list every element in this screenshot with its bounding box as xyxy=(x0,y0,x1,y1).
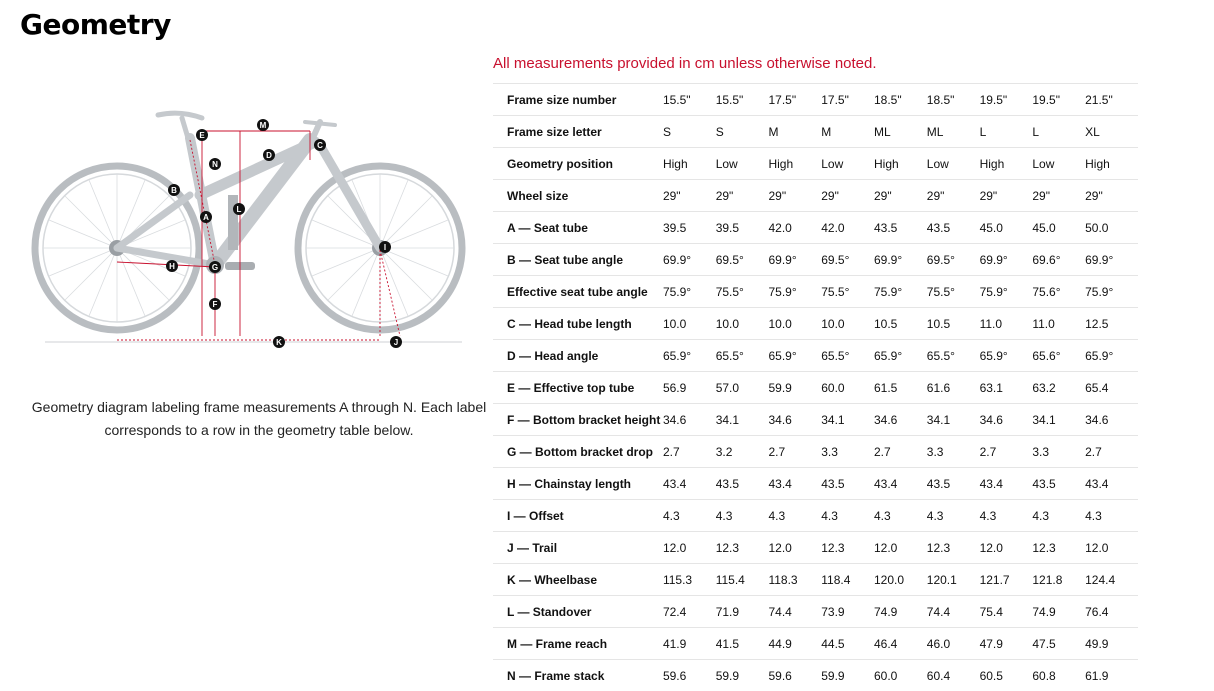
table-cell: 3.3 xyxy=(821,436,874,468)
row-label: Frame size number xyxy=(493,84,663,116)
table-cell: 29" xyxy=(1032,180,1085,212)
table-cell: 10.0 xyxy=(768,308,821,340)
table-cell: 115.4 xyxy=(716,564,769,596)
table-row xyxy=(493,660,1138,691)
svg-text:L: L xyxy=(237,205,242,214)
table-cell: 65.9° xyxy=(1085,340,1138,372)
row-label: Effective seat tube angle xyxy=(493,276,663,308)
table-cell: 4.3 xyxy=(927,500,980,532)
row-label: J — Trail xyxy=(493,532,663,564)
table-cell: 17.5" xyxy=(821,84,874,116)
table-cell: 18.5" xyxy=(874,84,927,116)
table-cell: 43.5 xyxy=(874,212,927,244)
table-cell: 10.0 xyxy=(821,308,874,340)
table-cell: 65.4 xyxy=(1085,372,1138,404)
table-cell: 19.5" xyxy=(980,84,1033,116)
table-cell: 56.9 xyxy=(663,372,716,404)
table-cell: 29" xyxy=(716,180,769,212)
table-cell: 43.5 xyxy=(821,468,874,500)
table-cell: 17.5" xyxy=(768,84,821,116)
table-row xyxy=(493,212,1138,244)
table-cell: 61.9 xyxy=(1085,660,1138,691)
table-cell: 34.6 xyxy=(980,404,1033,436)
measurement-note: All measurements provided in cm unless otherwise noted. xyxy=(493,55,877,72)
table-cell: 65.5° xyxy=(927,340,980,372)
table-cell: 39.5 xyxy=(663,212,716,244)
table-cell: Low xyxy=(927,148,980,180)
row-label: C — Head tube length xyxy=(493,308,663,340)
table-cell: Low xyxy=(821,148,874,180)
row-label: E — Effective top tube xyxy=(493,372,663,404)
row-label: H — Chainstay length xyxy=(493,468,663,500)
table-cell: ML xyxy=(927,116,980,148)
table-cell: 75.5° xyxy=(821,276,874,308)
table-cell: 39.5 xyxy=(716,212,769,244)
table-cell: 12.0 xyxy=(1085,532,1138,564)
table-cell: 124.4 xyxy=(1085,564,1138,596)
table-cell: 75.5° xyxy=(716,276,769,308)
table-cell: 47.9 xyxy=(980,628,1033,660)
table-cell: 2.7 xyxy=(768,436,821,468)
marker-b-icon xyxy=(168,184,180,196)
table-cell: 10.5 xyxy=(874,308,927,340)
table-row xyxy=(493,340,1138,372)
table-cell: 75.5° xyxy=(927,276,980,308)
table-row xyxy=(493,596,1138,628)
table-cell: 4.3 xyxy=(768,500,821,532)
table-cell: 4.3 xyxy=(874,500,927,532)
bike-geometry-diagram xyxy=(30,100,470,360)
table-cell: 29" xyxy=(980,180,1033,212)
table-cell: 60.8 xyxy=(1032,660,1085,691)
table-row xyxy=(493,500,1138,532)
svg-text:B: B xyxy=(171,186,177,195)
table-cell: 69.9° xyxy=(768,244,821,276)
table-cell: 34.1 xyxy=(716,404,769,436)
table-cell: 12.3 xyxy=(1032,532,1085,564)
table-cell: 72.4 xyxy=(663,596,716,628)
table-row xyxy=(493,148,1138,180)
table-cell: 34.1 xyxy=(821,404,874,436)
table-cell: 50.0 xyxy=(1085,212,1138,244)
table-cell: 34.6 xyxy=(1085,404,1138,436)
table-cell: 43.4 xyxy=(663,468,716,500)
table-cell: 46.0 xyxy=(927,628,980,660)
table-cell: 11.0 xyxy=(980,308,1033,340)
table-cell: 43.4 xyxy=(980,468,1033,500)
marker-n-icon xyxy=(209,158,221,170)
table-cell: 10.0 xyxy=(663,308,716,340)
marker-g-icon xyxy=(209,261,221,273)
table-cell: 4.3 xyxy=(980,500,1033,532)
table-cell: 43.5 xyxy=(1032,468,1085,500)
diagram-caption: Geometry diagram labeling frame measurements A through N. Each label corresponds to a row in the geometry table below. xyxy=(30,396,488,442)
table-cell: ML xyxy=(874,116,927,148)
table-cell: M xyxy=(821,116,874,148)
table-cell: 47.5 xyxy=(1032,628,1085,660)
table-cell: 11.0 xyxy=(1032,308,1085,340)
table-cell: 21.5" xyxy=(1085,84,1138,116)
table-cell: 29" xyxy=(663,180,716,212)
table-cell: 75.9° xyxy=(768,276,821,308)
table-cell: 29" xyxy=(874,180,927,212)
table-cell: 69.9° xyxy=(1085,244,1138,276)
table-cell: 34.6 xyxy=(874,404,927,436)
table-cell: 59.9 xyxy=(821,660,874,691)
table-cell: 75.9° xyxy=(874,276,927,308)
svg-text:I: I xyxy=(384,243,386,252)
row-label: G — Bottom bracket drop xyxy=(493,436,663,468)
table-cell: 3.2 xyxy=(716,436,769,468)
geometry-table xyxy=(493,83,1138,691)
table-cell: High xyxy=(768,148,821,180)
table-cell: High xyxy=(663,148,716,180)
table-cell: 115.3 xyxy=(663,564,716,596)
table-cell: 65.5° xyxy=(821,340,874,372)
table-cell: 4.3 xyxy=(821,500,874,532)
table-cell: 2.7 xyxy=(663,436,716,468)
marker-e-icon xyxy=(196,129,208,141)
row-label: A — Seat tube xyxy=(493,212,663,244)
table-cell: 3.3 xyxy=(927,436,980,468)
table-cell: M xyxy=(768,116,821,148)
table-cell: Low xyxy=(1032,148,1085,180)
table-cell: 43.5 xyxy=(927,468,980,500)
table-cell: 19.5" xyxy=(1032,84,1085,116)
svg-text:G: G xyxy=(212,263,218,272)
marker-i-icon xyxy=(379,241,391,253)
table-cell: High xyxy=(1085,148,1138,180)
table-cell: 41.9 xyxy=(663,628,716,660)
svg-text:K: K xyxy=(276,338,282,347)
table-cell: 29" xyxy=(927,180,980,212)
marker-m-icon xyxy=(257,119,269,131)
table-row xyxy=(493,116,1138,148)
table-row xyxy=(493,532,1138,564)
svg-text:E: E xyxy=(199,131,205,140)
row-label: K — Wheelbase xyxy=(493,564,663,596)
table-cell: 63.1 xyxy=(980,372,1033,404)
table-cell: 60.5 xyxy=(980,660,1033,691)
table-cell: 15.5" xyxy=(716,84,769,116)
table-cell: 12.3 xyxy=(716,532,769,564)
table-cell: 60.0 xyxy=(821,372,874,404)
svg-text:N: N xyxy=(212,160,218,169)
table-cell: High xyxy=(874,148,927,180)
row-label: D — Head angle xyxy=(493,340,663,372)
table-cell: 65.9° xyxy=(663,340,716,372)
bike-frame xyxy=(117,113,380,274)
table-row xyxy=(493,404,1138,436)
table-cell: 69.5° xyxy=(927,244,980,276)
table-cell: 60.4 xyxy=(927,660,980,691)
table-cell: 2.7 xyxy=(874,436,927,468)
table-cell: 44.5 xyxy=(821,628,874,660)
marker-h-icon xyxy=(166,260,178,272)
table-cell: 45.0 xyxy=(1032,212,1085,244)
table-cell: 76.4 xyxy=(1085,596,1138,628)
table-cell: 75.9° xyxy=(663,276,716,308)
table-cell: 75.9° xyxy=(1085,276,1138,308)
table-cell: 65.9° xyxy=(980,340,1033,372)
table-cell: High xyxy=(980,148,1033,180)
svg-text:J: J xyxy=(394,338,398,347)
table-cell: 41.5 xyxy=(716,628,769,660)
table-cell: 65.6° xyxy=(1032,340,1085,372)
table-cell: 75.4 xyxy=(980,596,1033,628)
svg-text:A: A xyxy=(203,213,209,222)
table-cell: 61.6 xyxy=(927,372,980,404)
row-label: Frame size letter xyxy=(493,116,663,148)
table-cell: L xyxy=(1032,116,1085,148)
table-cell: 74.9 xyxy=(874,596,927,628)
table-cell: 65.9° xyxy=(768,340,821,372)
table-cell: 59.6 xyxy=(768,660,821,691)
marker-f-icon xyxy=(209,298,221,310)
table-cell: XL xyxy=(1085,116,1138,148)
table-cell: 42.0 xyxy=(821,212,874,244)
table-cell: 4.3 xyxy=(1032,500,1085,532)
table-cell: 12.3 xyxy=(927,532,980,564)
table-cell: 60.0 xyxy=(874,660,927,691)
table-cell: 118.3 xyxy=(768,564,821,596)
table-cell: 44.9 xyxy=(768,628,821,660)
table-cell: 34.1 xyxy=(1032,404,1085,436)
table-cell: 74.4 xyxy=(927,596,980,628)
row-label: Geometry position xyxy=(493,148,663,180)
table-cell: 12.0 xyxy=(768,532,821,564)
table-row xyxy=(493,564,1138,596)
table-cell: 15.5" xyxy=(663,84,716,116)
row-label: L — Standover xyxy=(493,596,663,628)
table-cell: 18.5" xyxy=(927,84,980,116)
table-cell: 29" xyxy=(768,180,821,212)
table-cell: 69.9° xyxy=(663,244,716,276)
table-cell: 2.7 xyxy=(980,436,1033,468)
table-cell: 69.5° xyxy=(821,244,874,276)
table-cell: L xyxy=(980,116,1033,148)
table-cell: 12.5 xyxy=(1085,308,1138,340)
table-cell: 120.1 xyxy=(927,564,980,596)
table-cell: 12.0 xyxy=(663,532,716,564)
table-row xyxy=(493,372,1138,404)
table-cell: 121.8 xyxy=(1032,564,1085,596)
table-cell: 43.5 xyxy=(927,212,980,244)
marker-c-icon xyxy=(314,139,326,151)
table-cell: 29" xyxy=(1085,180,1138,212)
table-cell: 69.6° xyxy=(1032,244,1085,276)
svg-text:H: H xyxy=(169,262,175,271)
table-cell: 45.0 xyxy=(980,212,1033,244)
table-cell: 49.9 xyxy=(1085,628,1138,660)
row-label: Wheel size xyxy=(493,180,663,212)
table-cell: 34.6 xyxy=(663,404,716,436)
table-cell: 69.9° xyxy=(980,244,1033,276)
table-cell: 34.1 xyxy=(927,404,980,436)
table-cell: 75.6° xyxy=(1032,276,1085,308)
table-cell: S xyxy=(716,116,769,148)
table-cell: 10.5 xyxy=(927,308,980,340)
table-cell: 43.4 xyxy=(874,468,927,500)
marker-l-icon xyxy=(233,203,245,215)
table-row xyxy=(493,308,1138,340)
marker-k-icon xyxy=(273,336,285,348)
marker-a-icon xyxy=(200,211,212,223)
row-label: F — Bottom bracket height xyxy=(493,404,663,436)
table-cell: 65.9° xyxy=(874,340,927,372)
table-cell: 29" xyxy=(821,180,874,212)
table-cell: 46.4 xyxy=(874,628,927,660)
table-cell: 12.3 xyxy=(821,532,874,564)
svg-text:C: C xyxy=(317,141,323,150)
table-cell: 65.5° xyxy=(716,340,769,372)
table-cell: 43.4 xyxy=(1085,468,1138,500)
row-label: B — Seat tube angle xyxy=(493,244,663,276)
table-cell: 42.0 xyxy=(768,212,821,244)
table-cell: 73.9 xyxy=(821,596,874,628)
table-cell: 43.4 xyxy=(768,468,821,500)
table-cell: 120.0 xyxy=(874,564,927,596)
table-cell: Low xyxy=(716,148,769,180)
table-cell: 4.3 xyxy=(663,500,716,532)
table-cell: 71.9 xyxy=(716,596,769,628)
table-row xyxy=(493,628,1138,660)
table-cell: 3.3 xyxy=(1032,436,1085,468)
table-cell: 69.5° xyxy=(716,244,769,276)
table-row xyxy=(493,84,1138,116)
table-cell: 118.4 xyxy=(821,564,874,596)
table-cell: 12.0 xyxy=(980,532,1033,564)
row-label: M — Frame reach xyxy=(493,628,663,660)
table-cell: 59.9 xyxy=(716,660,769,691)
table-cell: 59.9 xyxy=(768,372,821,404)
svg-text:F: F xyxy=(213,300,218,309)
table-cell: 2.7 xyxy=(1085,436,1138,468)
table-row xyxy=(493,244,1138,276)
table-cell: 74.9 xyxy=(1032,596,1085,628)
marker-j-icon xyxy=(390,336,402,348)
table-cell: 10.0 xyxy=(716,308,769,340)
table-cell: 12.0 xyxy=(874,532,927,564)
table-cell: 61.5 xyxy=(874,372,927,404)
table-cell: 4.3 xyxy=(716,500,769,532)
svg-text:D: D xyxy=(266,151,272,160)
table-cell: 69.9° xyxy=(874,244,927,276)
table-cell: 75.9° xyxy=(980,276,1033,308)
table-cell: 121.7 xyxy=(980,564,1033,596)
table-cell: 63.2 xyxy=(1032,372,1085,404)
table-cell: S xyxy=(663,116,716,148)
row-label: I — Offset xyxy=(493,500,663,532)
table-row xyxy=(493,180,1138,212)
page-title: Geometry xyxy=(20,8,171,41)
table-row xyxy=(493,276,1138,308)
svg-text:M: M xyxy=(260,121,267,130)
table-cell: 43.5 xyxy=(716,468,769,500)
table-cell: 34.6 xyxy=(768,404,821,436)
table-cell: 4.3 xyxy=(1085,500,1138,532)
row-label: N — Frame stack xyxy=(493,660,663,691)
marker-d-icon xyxy=(263,149,275,161)
table-cell: 59.6 xyxy=(663,660,716,691)
table-row xyxy=(493,468,1138,500)
table-row xyxy=(493,436,1138,468)
table-cell: 74.4 xyxy=(768,596,821,628)
table-cell: 57.0 xyxy=(716,372,769,404)
